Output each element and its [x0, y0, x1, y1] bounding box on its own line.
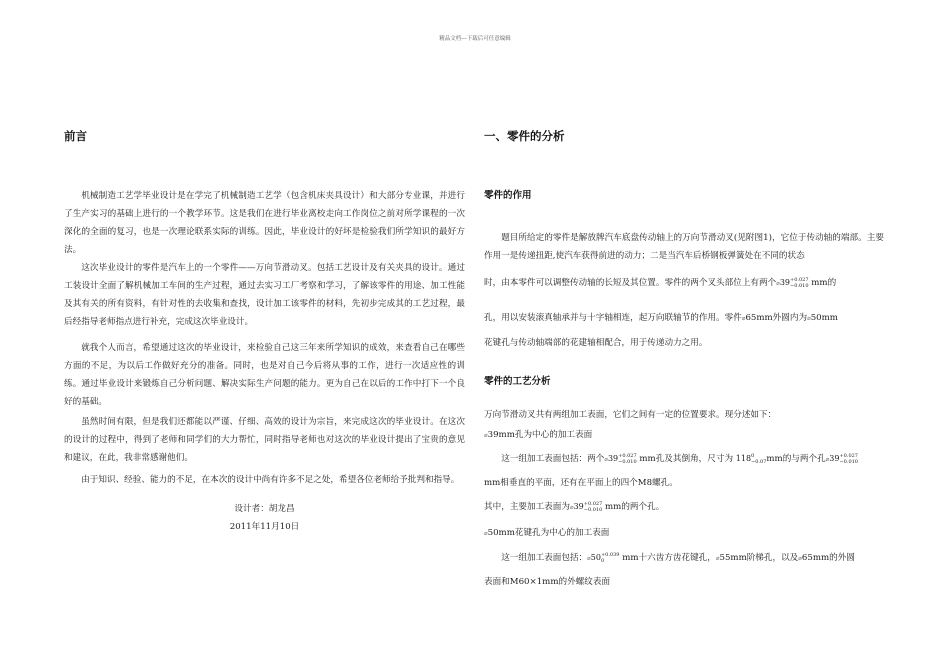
diameter-icon: ⌀ [798, 555, 802, 562]
group-2-text-a: 这一组加工表面包括： [501, 553, 588, 563]
group-1-text-a: 这一组加工表面包括：两个 [501, 454, 605, 464]
group-2-text-d: 65mm的外圆 [801, 553, 855, 563]
tol-50-base: 50 [590, 552, 601, 562]
subsection-heading-function: 零件的作用 [484, 190, 532, 201]
group-2-title [484, 526, 609, 538]
group-2-title-text: 50mm花键孔为中心的加工表面 [487, 528, 610, 538]
tol-39-lower: −0.010 [790, 282, 809, 289]
group-2-line-1 [484, 551, 855, 564]
page-header: 精品文档---下载后可任意编辑 [439, 36, 511, 42]
tolerance-39 [574, 501, 603, 513]
tol-39-base: 39 [573, 501, 584, 511]
group-1-text-c: mm的与两个孔 [766, 454, 826, 464]
group-1-line-3 [484, 500, 664, 513]
signature-date: 2011年11月10日 [229, 522, 300, 532]
group-2-text-b: mm十六齿方齿花键孔， [622, 553, 716, 563]
tol-39-base: 39 [607, 453, 619, 463]
group-1-title [484, 428, 592, 440]
tol-39-upper: +0.027 [839, 452, 858, 459]
tolerance-118 [736, 453, 767, 465]
preface-paragraph-1: 机械制造工艺学毕业设计是在学完了机械制造工艺学（包含机床夹具设计）和大部分专业课，并进行了生产实习的基础上进行的一个教学环节。这是我们在进行毕业离校走向工作岗位之前对所学课程的一次深化的全面的复习，也是一次理论联系实际的训练。因此，毕业设计的好坏是检验我们所学知识的最好方法。 [64, 190, 465, 255]
diameter-icon: ⌀ [484, 432, 488, 439]
tol-39-base: 39 [829, 453, 840, 463]
preface-paragraph-4: 虽然时间有限，但是我们还都能以严谨、仔细、高效的设计为宗旨，来完成这次的毕业设计。在这次的设计的过程中，得到了老师和同学们的大力帮忙，同时指导老师也对这次的毕业设计提出了宝贵的意见和建议，在此，我非常感谢他们。 [64, 416, 465, 463]
tol-39-upper: +0.027 [583, 500, 603, 507]
diameter-icon: ⌀ [715, 555, 720, 562]
group-1-line-2: mm相垂直的平面，还有在平面上的四个M8螺孔。 [484, 478, 678, 488]
section-title: 一、零件的分析 [484, 129, 565, 143]
tolerance-39 [608, 453, 637, 465]
tolerance-39 [780, 277, 809, 289]
designer-signature: 设计者：胡龙昌 [234, 504, 295, 514]
tol-50-upper: +0.039 [600, 551, 620, 558]
function-line-3 [484, 311, 838, 323]
process-intro: 万向节滑动叉共有两组加工表面，它们之间有一定的位置要求。现分述如下： [484, 410, 777, 420]
diameter-icon: ⌀ [741, 315, 746, 322]
tol-50-lower: 0 [600, 557, 605, 564]
tol-39-lower: −0.010 [839, 458, 858, 465]
tol-39-upper: +0.027 [618, 452, 637, 459]
diameter-icon: ⌀ [776, 280, 780, 287]
tol-118-lower: −0.07 [751, 458, 767, 465]
function-line-2-text-a: 时，由本零件可以调整传动轴的长短及其位置。零件的两个叉头部位上有两个 [484, 278, 777, 288]
function-line-4: 花键孔与传动轴端部的花建轴相配合，用于传递动力之用。 [484, 338, 708, 348]
function-paragraph-1: 题目所给定的零件是解放牌汽车底盘传动轴上的万向节滑动叉(见附图1)，它位于传动轴的端部。主要作用一是传递扭距,使汽车获得前进的动力；二是当汽车后桥钢板弹簧处在不同的状态 [484, 232, 884, 261]
diameter-icon: ⌀ [587, 555, 591, 562]
tolerance-50 [591, 552, 620, 564]
group-1-text-f: mm的两个孔。 [605, 502, 665, 512]
group-1-title-text: 39mm孔为中心的加工表面 [487, 430, 593, 440]
diameter-icon: ⌀ [604, 456, 608, 463]
group-2-line-2: 表面和M60×1mm的外螺纹表面 [484, 577, 611, 587]
group-1-text-b: mm孔及其倒角，尺寸为 [639, 454, 734, 464]
tolerance-39 [829, 453, 858, 465]
function-line-2 [484, 276, 836, 289]
function-line-3-text-a: 孔，用以安装滚真轴承并与十字轴相连，起万向联轴节的作用。零件 [484, 313, 742, 323]
diameter-icon: ⌀ [484, 530, 488, 537]
group-2-text-c: 55mm阶梯孔，以及 [719, 553, 799, 563]
tol-39-lower: −0.010 [583, 506, 603, 513]
function-line-2-text-b: mm的 [811, 278, 837, 288]
function-line-3-text-c: 50mm [810, 313, 838, 323]
subsection-heading-process: 零件的工艺分析 [484, 376, 551, 387]
diameter-icon: ⌀ [825, 456, 830, 463]
tol-118-base: 118 [735, 453, 752, 463]
function-line-3-text-b: 65mm外圆内为 [745, 313, 808, 323]
tol-39-base: 39 [779, 277, 791, 287]
diameter-icon: ⌀ [807, 315, 811, 322]
preface-title: 前言 [64, 129, 87, 143]
preface-paragraph-5: 由于知识、经验、能力的不足，在本次的设计中尚有许多不足之处，希望各位老师给予批判和指导。 [81, 474, 460, 485]
preface-paragraph-3: 就我个人而言，希望通过这次的毕业设计，来检验自己这三年来所学知识的成效，来查看自己在哪些方面的不足，为以后工作做好充分的准备。同时，也是对自己今后将从事的工作，进行一次适应性的训练。通过毕业设计来锻炼自己分析问题、解决实际生产问题的能力。更为自己在以后的工作中打下一个良好的基础。 [64, 342, 465, 407]
tol-118-upper: 0 [751, 452, 755, 459]
group-1-line-1 [484, 452, 858, 465]
group-1-text-e: 其中，主要加工表面为 [484, 502, 570, 512]
preface-paragraph-2: 这次毕业设计的零件是汽车上的一个零件——万向节滑动叉。包括工艺设计及有关夹具的设计。通过工装设计全面了解机械加工车间的生产过程，通过去实习工厂考察和学习，了解该零件的用途、加工性能及其有关的所有资料，有针对性的去收集和查找，设计加工该零件的材料，先初步完成其的工艺过程，最后经指导老师指点进行补充，完成这次毕业设计。 [64, 262, 465, 327]
tol-39-upper: +0.027 [790, 276, 809, 283]
tol-39-lower: −0.010 [618, 458, 637, 465]
diameter-icon: ⌀ [569, 504, 574, 511]
